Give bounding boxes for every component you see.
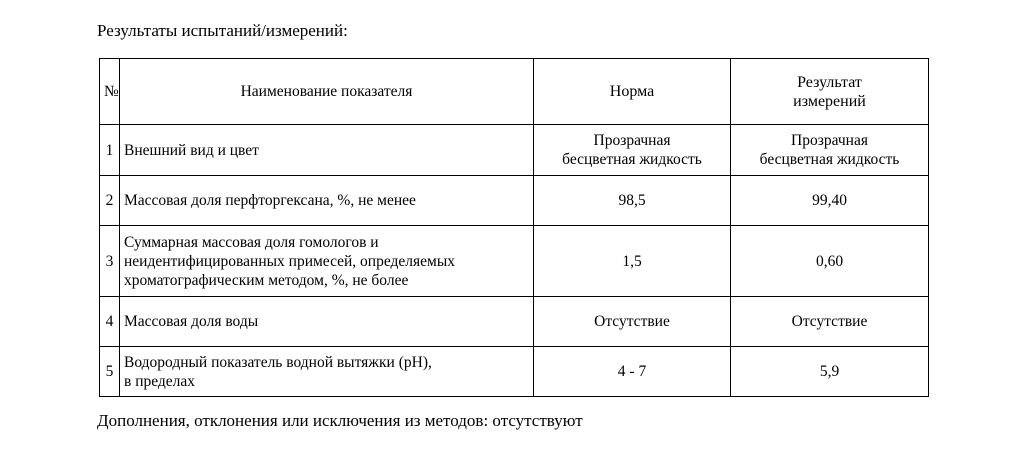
name-line: хроматографическим методом, %, не более — [124, 271, 409, 289]
header-indicator-name: Наименование показателя — [120, 59, 534, 125]
table-row — [100, 125, 929, 176]
row-norm — [534, 226, 731, 297]
results-table — [99, 58, 929, 397]
row-norm — [534, 297, 731, 347]
row-indicator-name — [120, 226, 534, 297]
header-result — [731, 59, 929, 125]
name-line: Водородный показатель водной вытяжки (pH), — [124, 353, 432, 371]
row-indicator-name — [120, 347, 534, 397]
header-norm: Норма — [534, 59, 731, 125]
row-number: 2 — [100, 176, 120, 226]
row-indicator-name — [120, 125, 534, 176]
norm-line: 98,5 — [618, 192, 646, 209]
methods-deviations-note: Дополнения, отклонения или исключения из методов: отсутствуют — [97, 411, 583, 430]
row-number: 3 — [100, 226, 120, 297]
row-result — [731, 226, 929, 297]
table-row — [100, 297, 929, 347]
norm-line: 1,5 — [622, 252, 642, 270]
norm-line: бесцветная жидкость — [562, 151, 702, 168]
row-indicator-name — [120, 176, 534, 226]
name-line: Массовая доля перфторгексана, %, не менее — [124, 192, 416, 209]
results-heading: Результаты испытаний/измерений: — [97, 21, 348, 40]
table-row — [100, 347, 929, 397]
row-norm — [534, 176, 731, 226]
result-line: 99,40 — [812, 192, 847, 209]
row-result — [731, 176, 929, 226]
header-number: № — [100, 59, 120, 125]
result-line: 0,60 — [815, 252, 844, 270]
name-line: в пределах — [124, 372, 196, 390]
row-number: 1 — [100, 125, 120, 176]
row-number: 4 — [100, 297, 120, 347]
result-line: бесцветная жидкость — [759, 151, 900, 168]
name-line: Внешний вид и цвет — [124, 141, 259, 159]
table-row — [100, 226, 929, 297]
header-result-line: измерений — [793, 92, 866, 110]
header-result-line: Результат — [797, 73, 862, 91]
result-line: Отсутствие — [791, 313, 868, 330]
row-norm — [534, 125, 731, 176]
row-result — [731, 347, 929, 397]
row-result — [731, 125, 929, 176]
table-row — [100, 176, 929, 226]
table-header-row — [100, 59, 929, 125]
row-norm — [534, 347, 731, 397]
norm-line: Отсутствие — [594, 313, 670, 330]
name-line: Суммарная массовая доля гомологов и — [124, 233, 379, 251]
row-indicator-name — [120, 297, 534, 347]
norm-line: 4 - 7 — [617, 363, 647, 380]
row-result — [731, 297, 929, 347]
result-line: Прозрачная — [791, 132, 868, 149]
result-line: 5,9 — [819, 363, 840, 380]
norm-line: Прозрачная — [593, 132, 671, 149]
name-line: неидентифицированных примесей, определяемых — [124, 252, 456, 270]
row-number: 5 — [100, 347, 120, 397]
name-line: Массовая доля воды — [124, 313, 259, 330]
